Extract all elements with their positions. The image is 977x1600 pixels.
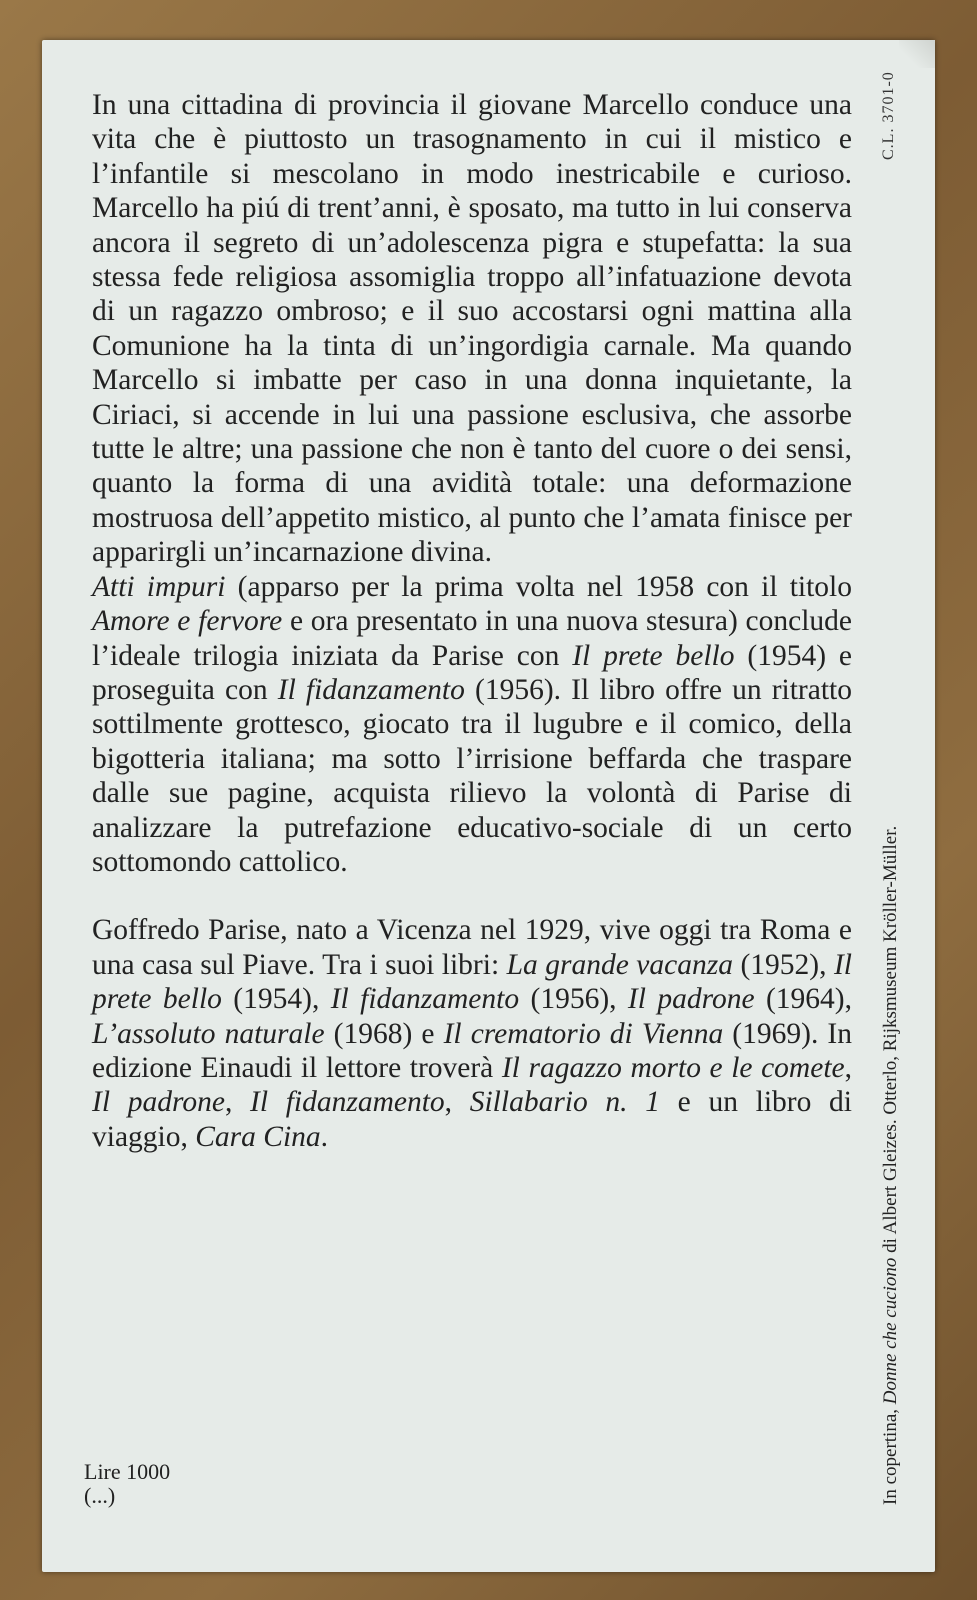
- italic-title-run: Il crematorio di Vienna: [443, 1017, 724, 1050]
- text-run: In una cittadina di provincia il giovane Marcello conduce una vita che è piuttosto un trasognamento in cui il mistico e l’infantile si mescolano in modo inestricabile e curioso. Marcello ha piú di trent’anni, è sposato, ma tutto in lui conserva ancora il segreto di un’adolescenza pigra e stupefatta: la sua stessa fede religiosa assomiglia troppo all’infatuazione devota di un ragazzo ombroso; e il suo accostarsi ogni mattina alla Comunione ha la tinta di un’ingordigia carnale. Ma quando Marcello si imbatte per caso in una donna inquietante, la Ciriaci, si accende in lui una passione esclusiva, che assorbe tutte le altre; una passione che non è tanto del cuore o dei sensi, quanto la forma di una avidità totale: una deformazione mostruosa dell’appetito mistico, al punto che l’amata finisce per apparirgli un’incarnazione divina.: [92, 89, 852, 569]
- text-run: (1952),: [732, 948, 834, 981]
- italic-title-run: Il ragazzo morto e le comete: [501, 1051, 845, 1084]
- italic-title-run: Il padrone: [627, 983, 755, 1016]
- credit-suffix: di Albert Gleizes. Otterlo, Rijksmuseum Kröller-Müller.: [880, 825, 901, 1258]
- italic-title-run: Sillabario n. 1: [469, 1086, 660, 1119]
- italic-title-run: Il fidanzamento: [330, 983, 520, 1016]
- book-back-cover: [42, 40, 935, 1572]
- italic-title-run: La grande vacanza: [506, 948, 733, 981]
- author-bio-paragraph: [92, 913, 852, 1154]
- italic-title-run: L’assoluto naturale: [92, 1017, 325, 1050]
- text-run: (1969). In edizione Einaudi il lettore troverà: [92, 1017, 852, 1084]
- text-run: .: [320, 1120, 329, 1153]
- blurb-text: [92, 88, 852, 1154]
- text-run: (1968) e: [324, 1017, 444, 1050]
- text-run: ,: [444, 1086, 470, 1119]
- trilogy-paragraph: [92, 570, 852, 880]
- text-run: ,: [224, 1086, 250, 1119]
- italic-title-run: Atti impuri: [92, 570, 226, 603]
- text-run: ,: [844, 1051, 852, 1084]
- italic-title-run: Amore e fervore: [92, 605, 283, 638]
- italic-title-run: Il prete bello: [92, 948, 852, 1016]
- text-run: (1956). Il libro offre un ritratto sottilmente grottesco, giocato tra il lugubre e il comico, della bigotteria italiana; ma sotto l’irrisione beffarda che traspare dalle sue pagine, acquista rilievo la volontà di Parise di analizzare la putrefazione educativo-sociale di un certo sottomondo cattolico.: [92, 673, 852, 878]
- text-run: (1954) e proseguita con: [92, 639, 853, 706]
- text-run: (1956),: [519, 983, 628, 1016]
- italic-title-run: Cara Cina: [195, 1120, 321, 1153]
- price-block: [84, 1460, 170, 1508]
- text-run: (apparso per la prima volta nel 1958 con il titolo: [225, 570, 852, 603]
- italic-title-run: Il fidanzamento: [277, 673, 465, 706]
- text-run: Goffredo Parise, nato a Vicenza nel 1929, vive oggi tra Roma e una casa sul Piave. Tra i suoi libri:: [92, 914, 852, 981]
- credit-prefix: In copertina,: [880, 1404, 901, 1505]
- synopsis-paragraph: [92, 88, 852, 570]
- italic-title-run: Il padrone: [92, 1086, 225, 1119]
- price-label: Lire 1000: [84, 1459, 171, 1484]
- cover-art-credit: [880, 826, 902, 1505]
- text-run: e un libro di viaggio,: [92, 1086, 852, 1153]
- text-run: (1964),: [754, 983, 852, 1016]
- italic-title-run: Il fidanzamento: [250, 1086, 445, 1119]
- price-note: (...): [84, 1483, 116, 1508]
- cover-corner-wear: [899, 40, 935, 68]
- catalog-code: C.L. 3701-0: [880, 71, 897, 160]
- italic-title-run: Il prete bello: [572, 639, 735, 672]
- credit-artwork-title: Donne che cuciono: [880, 1257, 901, 1405]
- text-run: (1954),: [221, 983, 331, 1016]
- text-run: e ora presentato in una nuova stesura) conclude l’ideale trilogia iniziata da Parise con: [92, 605, 852, 672]
